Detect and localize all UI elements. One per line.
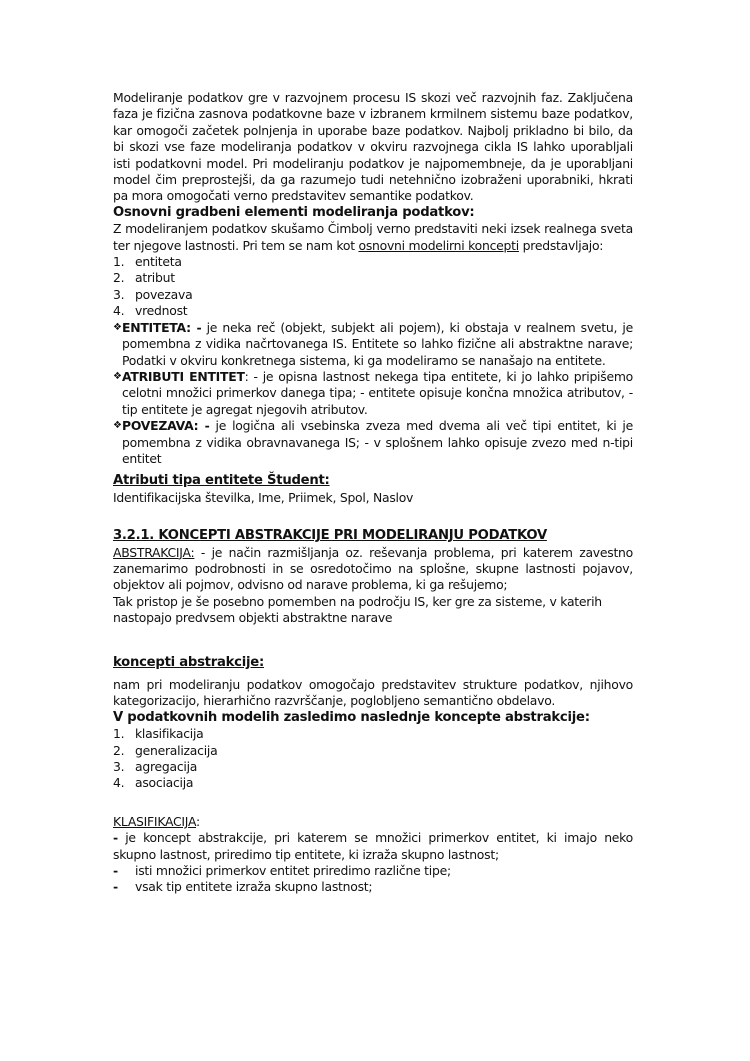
intro-paragraph: Modeliranje podatkov gre v razvojnem procesu IS skozi več razvojnih faz. Zaključena faza je fizična zasnova podatkovne baze v izbranem krmilnem sistemu baze podatkov, kar omogoči začetek polnjenja in uporabe baze podatkov. Najbolj prikladno bi bilo, da bi skozi vse faze modeliranja podatkov v okviru razvojnega cikla IS lahko uporabljali isti podatkovni model. Pri modeliranju podatkov je najpomembneje, da je uporabljani model čim preprostejši, da ga razumejo tudi netehnično izobraženi uporabniki, hkrati pa mora omogočati verno predstavitev semantike podatkov. [113, 90, 633, 204]
document-page [113, 90, 633, 896]
klasifikacija-heading: KLASIFIKACIJA: [113, 813, 200, 829]
list-item: 4. vrednost [113, 303, 188, 319]
building-blocks-paragraph: Z modeliranjem podatkov skušamo Čimbolj verno predstaviti neki izsek realnega sveta ter njegove lastnosti. Pri tem se nam kot osnovni modelirni koncepti predstavljajo: [113, 221, 633, 253]
bullet-entiteta: ❖ ENTITETA: - je neka reč (objekt, subjekt ali pojem), ki obstaja v realnem svetu, je pomembna z vidika načrtovanega IS. Entitete so lahko fizične ali abstraktne narave; Podatki v okviru konkretnega sistema, ki ga modeliramo se nanašajo na entitete. [113, 319, 633, 368]
tak-paragraph: Tak pristop je še posebno pomemben na področju IS, ker gre za sisteme, v katerih nastopajo predvsem objekti abstraktne narave [113, 593, 602, 626]
list-item: 2. generalizacija [113, 742, 218, 758]
diamond-bullet-icon: ❖ [113, 370, 122, 382]
list-item: 2. atribut [113, 270, 175, 286]
bullet-povezava: ❖ POVEZAVA: - je logična ali vsebinska zveza med dvema ali več tipi entitet, ki je pomembna z vidika obravnavanega IS; - v splošnem lahko opisuje zvezo med n-tipi entitet [113, 418, 634, 466]
abstraction-paragraph: ABSTRAKCIJA: - je način razmišljanja oz. reševanja problema, pri katerem zavestno zanemarimo podrobnosti in se osredotočimo na splošne, skupne lastnosti pojavov, objektov ali pojmov, odvisno od narave problema, ki ga rešujemo; [113, 544, 633, 593]
basic-concepts-list [113, 254, 633, 320]
list-item: 1. klasifikacija [113, 726, 204, 742]
dash-item: - isti množici primerkov entitet priredimo različne tipe; [113, 863, 451, 879]
basic-concepts-underlined: osnovni modelirni koncepti [358, 237, 519, 253]
concepts-subheading: V podatkovnih modelih zasledimo naslednje koncepte abstrakcije: [113, 709, 590, 725]
concepts-paragraph: nam pri modeliranju podatkov omogočajo predstavitev strukture podatkov, njihovo kategorizacijo, hierarhično razvrščanje, poglobljeno semantično obdelavo. [113, 677, 633, 709]
section-heading-building-blocks: Osnovni gradbeni elementi modeliranja podatkov: [113, 204, 475, 220]
list-item: 4. asociacija [113, 775, 194, 791]
student-attributes-text: Identifikacijska številka, Ime, Priimek, Spol, Naslov [113, 489, 414, 505]
list-item: 1. entiteta [113, 254, 182, 270]
abstraction-concepts-list [113, 726, 633, 792]
list-item: 3. povezava [113, 286, 193, 302]
student-attributes-heading: Atributi tipa entitete Študent: [113, 473, 330, 489]
diamond-bullet-icon: ❖ [113, 321, 122, 333]
list-item: 3. agregacija [113, 759, 198, 775]
bullet-atributi: ❖ ATRIBUTI ENTITET: - je opisna lastnost nekega tipa entitete, ki jo lahko pripišemo celotni množici primerkov danega tipa; - entitete opisuje končna množica atributov, - tip entitete je agregat njegovih atributov. [113, 368, 633, 417]
section-heading-abstraction: 3.2.1. KONCEPTI ABSTRAKCIJE PRI MODELIRANJU PODATKOV [113, 528, 547, 544]
klasifikacija-paragraph: - je koncept abstrakcije, pri katerem se množici primerkov entitet, ki imajo neko skupno lastnost, priredimo tip entitete, ki izraža skupno lastnost; [113, 830, 633, 862]
dash-item: - vsak tip entitete izraža skupno lastnost; [113, 879, 373, 895]
diamond-bullet-icon: ❖ [113, 420, 122, 432]
concepts-heading: koncepti abstrakcije: [113, 654, 264, 670]
